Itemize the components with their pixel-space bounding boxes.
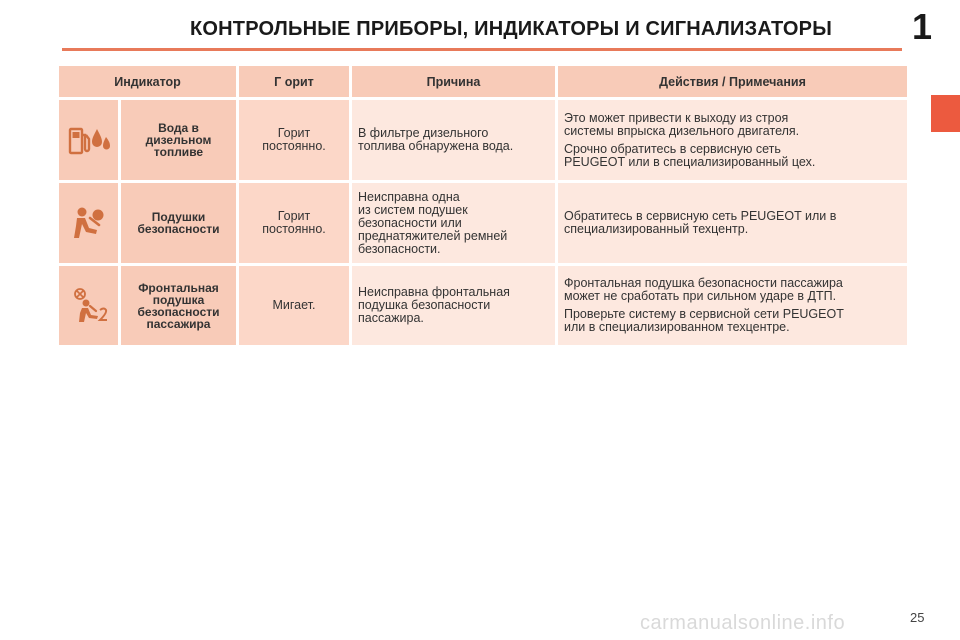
indicator-icon-cell <box>59 266 118 345</box>
chapter-tab <box>931 95 960 132</box>
column-header-state: Г орит <box>239 66 349 97</box>
page-number: 25 <box>910 610 925 625</box>
table-row <box>59 266 907 345</box>
indicator-name: Подушки безопасности <box>121 183 236 263</box>
indicator-state: Горит постоянно. <box>239 100 349 180</box>
indicator-cause: Неисправна фронтальная подушка безопасности пассажира. <box>352 266 555 345</box>
indicator-actions: Обратитесь в сервисную сеть PEUGEOT или в специализированный техцентр. <box>558 183 907 263</box>
airbag-icon <box>69 204 109 242</box>
passenger-airbag-off-icon <box>68 286 110 326</box>
water-in-diesel-icon <box>67 123 111 157</box>
indicators-table <box>56 63 910 348</box>
indicator-name: Фронтальная подушка безопасности пассажира <box>121 266 236 345</box>
column-header-actions: Действия / Примечания <box>558 66 907 97</box>
indicator-state: Мигает. <box>239 266 349 345</box>
indicator-actions: Это может привести к выходу из строя системы впрыска дизельного двигателя. Срочно обратитесь в сервисную сеть PEUGEOT или в специализированный цех. <box>558 100 907 180</box>
indicator-name: Вода в дизельном топливе <box>121 100 236 180</box>
indicator-icon-cell <box>59 183 118 263</box>
column-header-indicator: Индикатор <box>59 66 236 97</box>
indicator-cause: Неисправна одна из систем подушек безопасности или преднатяжителей ремней безопасности. <box>352 183 555 263</box>
indicator-cause: В фильтре дизельного топлива обнаружена вода. <box>352 100 555 180</box>
header-rule <box>62 48 902 51</box>
table-header-row <box>59 66 907 97</box>
indicator-icon-cell <box>59 100 118 180</box>
chapter-number: 1 <box>912 6 933 47</box>
indicator-state: Горит постоянно. <box>239 183 349 263</box>
table-row <box>59 100 907 180</box>
table-row <box>59 183 907 263</box>
indicator-actions: Фронтальная подушка безопасности пассажира может не сработать при сильном ударе в ДТП. Проверьте систему в сервисной сети PEUGEOT или в специализированном техцентре. <box>558 266 907 345</box>
watermark: carmanualsonline.info <box>640 612 846 634</box>
page-title: КОНТРОЛЬНЫЕ ПРИБОРЫ, ИНДИКАТОРЫ И СИГНАЛИЗАТОРЫ <box>190 18 832 40</box>
column-header-cause: Причина <box>352 66 555 97</box>
